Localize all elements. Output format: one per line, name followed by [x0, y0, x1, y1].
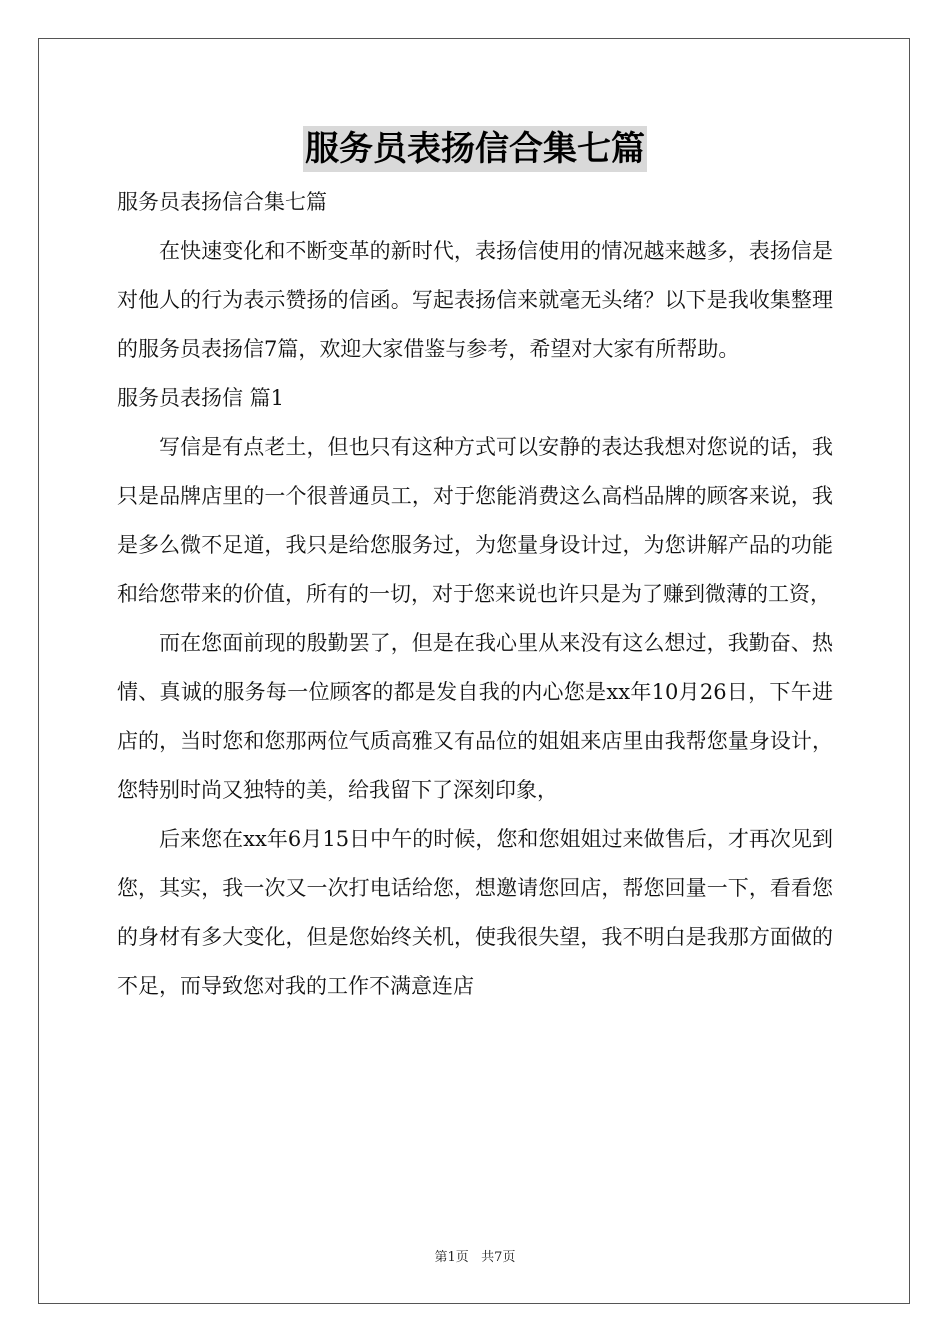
paragraph-subtitle: 服务员表扬信合集七篇 — [117, 190, 327, 214]
paragraph: 写信是有点老土，但也只有这种方式可以安静的表达我想对您说的话，我只是品牌店里的一个很普通员工，对于您能消费这么高档品牌的顾客来说，我是多么微不足道，我只是给您服务过，为您量身设计过，为您讲解产品的功能和给您带来的价值，所有的一切，对于您来说也许只是为了赚到微薄的工资， — [117, 435, 833, 606]
section-heading: 服务员表扬信 篇1 — [117, 386, 285, 410]
document-body — [117, 178, 833, 1011]
paragraph: 而在您面前现的殷勤罢了，但是在我心里从来没有这么想过，我勤奋、热情、真诚的服务每一位顾客的都是发自我的内心您是xx年10月26日，下午进店的，当时您和您那两位气质高雅又有品位的姐姐来店里由我帮您量身设计，您特别时尚又独特的美，给我留下了深刻印象， — [117, 631, 833, 802]
paragraph: 后来您在xx年6月15日中午的时候，您和您姐姐过来做售后，才再次见到您，其实，我一次又一次打电话给您，想邀请您回店，帮您回量一下，看看您的身材有多大变化，但是您始终关机，使我很失望，我不明白是我那方面做的不足，而导致您对我的工作不满意连店 — [117, 827, 833, 998]
document-title: 服务员表扬信合集七篇 — [303, 126, 647, 172]
page-footer: 第1页 共7页 — [434, 1250, 516, 1265]
title-container — [0, 126, 950, 172]
paragraph-intro: 在快速变化和不断变革的新时代，表扬信使用的情况越来越多，表扬信是对他人的行为表示赞扬的信函。写起表扬信来就毫无头绪？以下是我收集整理的服务员表扬信7篇，欢迎大家借鉴与参考，希望对大家有所帮助。 — [117, 239, 833, 361]
